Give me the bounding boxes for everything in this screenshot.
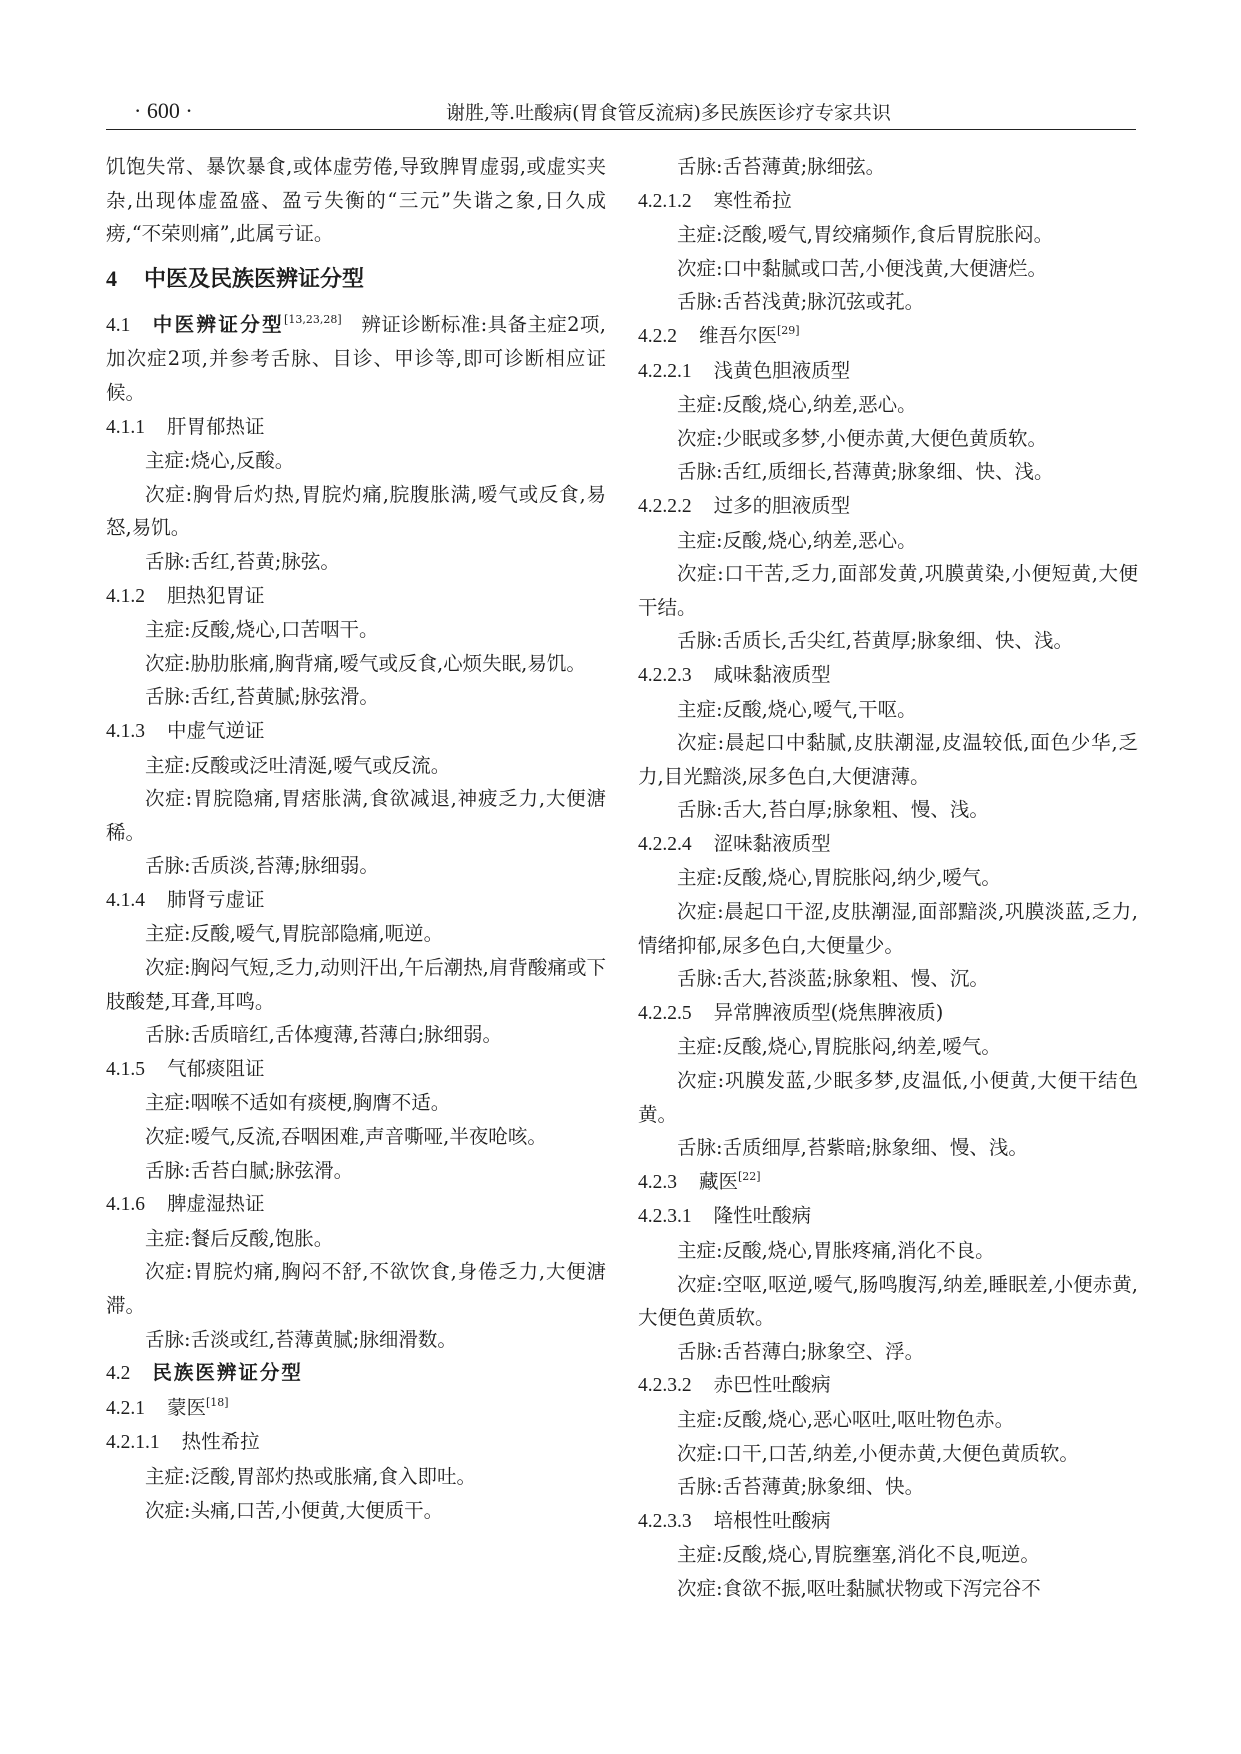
section-title: 咸味黏液质型 — [713, 662, 831, 686]
section-number: 4.2.3.3 — [638, 1510, 692, 1532]
minor-symptom: 次症:胸闷气短,乏力,动则汗出,午后潮热,肩背酸痛或下肢酸楚,耳聋,耳鸣。 — [106, 956, 606, 1013]
subsection-heading-4-1-5 — [106, 1052, 606, 1087]
main-symptom: 主症:反酸,嗳气,胃脘部隐痛,呃逆。 — [145, 922, 444, 946]
main-symptom: 主症:反酸,烧心,恶心呕吐,呕吐物色赤。 — [677, 1407, 1015, 1431]
section-title: 赤巴性吐酸病 — [713, 1373, 831, 1397]
section-number: 4.2 — [106, 1363, 131, 1385]
tongue-pulse: 舌脉:舌苔白腻;脉弦滑。 — [145, 1158, 354, 1182]
minor-symptom: 次症:空呕,呕逆,嗳气,肠鸣腹泻,纳差,睡眠差,小便赤黄,大便色黄质软。 — [638, 1272, 1138, 1330]
intro-paragraph: 饥饱失常、暴饮暴食,或体虚劳倦,导致脾胃虚弱,或虚实夹杂,出现体虚盈盛、盈亏失衡的“三元”失谐之象,日久成痨,“不荣则痛”,此属亏证。 — [106, 155, 606, 246]
main-symptom: 主症:反酸,烧心,胃脘胀闷,纳差,嗳气。 — [677, 1035, 1001, 1059]
section-title: 蒙医 — [167, 1395, 207, 1419]
main-symptom: 主症:反酸,烧心,纳差,恶心。 — [677, 528, 917, 552]
subsection-heading-4-1-4 — [106, 883, 606, 918]
minor-symptom: 次症:晨起口中黏腻,皮肤潮湿,皮温较低,面色少华,乏力,目光黯淡,尿多色白,大便溏薄。 — [638, 731, 1138, 788]
main-symptom: 主症:反酸,烧心,口苦咽干。 — [145, 618, 379, 642]
main-symptom: 主症:反酸或泛吐清涎,嗳气或反流。 — [145, 753, 451, 777]
section-number: 4.2.3.1 — [638, 1206, 692, 1228]
minor-symptom: 次症:口中黏腻或口苦,小便浅黄,大便溏烂。 — [677, 256, 1047, 280]
section-number: 4.1.4 — [106, 889, 145, 911]
section-title: 肝胃郁热证 — [167, 414, 265, 438]
section-number: 4.2.2.4 — [638, 833, 692, 855]
main-symptom: 主症:反酸,烧心,胃脘胀闷,纳少,嗳气。 — [677, 866, 1001, 890]
tongue-pulse: 舌脉:舌质细厚,苔紫暗;脉象细、慢、浅。 — [677, 1136, 1028, 1160]
section-4-1 — [106, 308, 606, 410]
section-4-2-heading — [106, 1356, 606, 1391]
minor-symptom: 次症:胃脘隐痛,胃痞胀满,食欲减退,神疲乏力,大便溏稀。 — [106, 787, 606, 844]
section-title: 肺肾亏虚证 — [167, 887, 265, 911]
minor-symptom: 次症:胃脘灼痛,胸闷不舒,不欲饮食,身倦乏力,大便溏滞。 — [106, 1260, 606, 1317]
section-title: 中医及民族医辨证分型 — [144, 266, 365, 292]
section-title: 维吾尔医 — [699, 323, 778, 347]
section-number: 4.1.1 — [106, 416, 145, 438]
citation: [29] — [777, 323, 800, 337]
subsection-heading-4-2-1-1 — [106, 1425, 606, 1460]
subsection-heading-4-2-2-2 — [638, 489, 1138, 524]
section-title: 气郁痰阻证 — [167, 1056, 265, 1080]
section-number: 4.2.2 — [638, 325, 677, 347]
section-title: 脾虚湿热证 — [167, 1192, 265, 1216]
section-number: 4.2.3 — [638, 1171, 677, 1193]
citation: [13,23,28] — [284, 312, 342, 326]
section-number: 4.2.1 — [106, 1397, 145, 1419]
section-title: 寒性希拉 — [713, 188, 792, 212]
section-number: 4.2.3.2 — [638, 1375, 692, 1397]
tongue-pulse: 舌脉:舌淡或红,苔薄黄腻;脉细滑数。 — [145, 1327, 457, 1351]
tongue-pulse: 舌脉:舌质淡,苔薄;脉细弱。 — [145, 854, 379, 878]
main-symptom: 主症:反酸,烧心,胃脘壅塞,消化不良,呃逆。 — [677, 1543, 1040, 1567]
tongue-pulse: 舌脉:舌苔薄白;脉象空、浮。 — [677, 1339, 925, 1363]
section-number: 4.2.2.5 — [638, 1002, 692, 1024]
main-symptom: 主症:泛酸,嗳气,胃绞痛频作,食后胃脘胀闷。 — [677, 223, 1054, 247]
section-title: 浅黄色胆液质型 — [713, 358, 851, 382]
tongue-pulse: 舌脉:舌红,苔黄腻;脉弦滑。 — [145, 685, 379, 709]
subsection-heading-4-2-2-5 — [638, 996, 1138, 1031]
section-number: 4.2.2.1 — [638, 360, 692, 382]
subsection-heading-4-1-6 — [106, 1187, 606, 1222]
subsection-heading-4-2-1 — [106, 1391, 606, 1426]
section-title: 中医辨证分型 — [152, 314, 285, 336]
subsection-heading-4-1-3 — [106, 714, 606, 749]
page-header — [106, 86, 1136, 126]
left-column — [106, 150, 606, 1527]
section-number: 4.1 — [106, 314, 131, 336]
section-number: 4.1.5 — [106, 1058, 145, 1080]
subsection-heading-4-2-3-3 — [638, 1504, 1138, 1539]
tongue-pulse: 舌脉:舌苔浅黄;脉沉弦或芤。 — [677, 290, 925, 314]
tongue-pulse: 舌脉:舌大,苔淡蓝;脉象粗、慢、沉。 — [677, 967, 989, 991]
main-symptom: 主症:反酸,烧心,胃胀疼痛,消化不良。 — [677, 1239, 995, 1262]
minor-symptom: 次症:胸骨后灼热,胃脘灼痛,脘腹胀满,嗳气或反食,易怒,易饥。 — [106, 482, 606, 540]
subsection-heading-4-2-2-4 — [638, 827, 1138, 862]
running-title: 谢胜,等.吐酸病(胃食管反流病)多民族医诊疗专家共识 — [446, 102, 891, 124]
main-symptom: 主症:泛酸,胃部灼热或胀痛,食入即吐。 — [145, 1464, 476, 1488]
minor-symptom: 次症:口干苦,乏力,面部发黄,巩膜黄染,小便短黄,大便干结。 — [638, 562, 1138, 619]
minor-symptom: 次症:头痛,口苦,小便黄,大便质干。 — [145, 1498, 444, 1522]
main-symptom: 主症:餐后反酸,饱胀。 — [145, 1226, 334, 1250]
tongue-pulse: 舌脉:舌苔薄黄;脉细弦。 — [677, 155, 886, 178]
section-title: 异常脾液质型(烧焦脾液质) — [713, 1000, 944, 1024]
tongue-pulse: 舌脉:舌苔薄黄;脉象细、快。 — [677, 1475, 925, 1499]
tongue-pulse: 舌脉:舌红,苔黄;脉弦。 — [145, 549, 340, 573]
subsection-heading-4-2-3-1 — [638, 1199, 1138, 1234]
section-title: 过多的胆液质型 — [713, 493, 851, 517]
minor-symptom: 次症:口干,口苦,纳差,小便赤黄,大便色黄质软。 — [677, 1441, 1079, 1465]
minor-symptom: 次症:巩膜发蓝,少眠多梦,皮温低,小便黄,大便干结色黄。 — [638, 1069, 1138, 1126]
section-number: 4 — [106, 265, 117, 291]
header-rule — [106, 129, 1136, 130]
subsection-heading-4-2-2-1 — [638, 354, 1138, 389]
section-title: 藏医 — [699, 1169, 739, 1193]
tongue-pulse: 舌脉:舌质暗红,舌体瘦薄,苔薄白;脉细弱。 — [145, 1023, 503, 1047]
section-title: 民族医辨证分型 — [152, 1363, 303, 1385]
right-column — [638, 150, 1138, 1606]
section-number: 4.2.1.2 — [638, 190, 692, 212]
section-number: 4.1.6 — [106, 1194, 145, 1216]
minor-symptom: 次症:晨起口干涩,皮肤潮湿,面部黯淡,巩膜淡蓝,乏力,情绪抑郁,尿多色白,大便量少。 — [638, 900, 1138, 957]
tongue-pulse: 舌脉:舌红,质细长,苔薄黄;脉象细、快、浅。 — [677, 460, 1054, 484]
subsection-heading-4-2-1-2 — [638, 184, 1138, 219]
tongue-pulse: 舌脉:舌大,苔白厚;脉象粗、慢、浅。 — [677, 798, 989, 822]
main-symptom: 主症:咽喉不适如有痰梗,胸膺不适。 — [145, 1091, 451, 1115]
subsection-heading-4-1-2 — [106, 579, 606, 614]
section-title: 中虚气逆证 — [167, 718, 265, 742]
section-title: 隆性吐酸病 — [713, 1204, 812, 1228]
section-title: 培根性吐酸病 — [713, 1508, 831, 1532]
main-symptom: 主症:反酸,烧心,嗳气,干呕。 — [677, 697, 917, 721]
subsection-heading-4-2-2 — [638, 319, 1138, 354]
minor-symptom: 次症:食欲不振,呕吐黏腻状物或下泻完谷不 — [677, 1576, 1041, 1600]
subsection-heading-4-1-1 — [106, 410, 606, 445]
minor-symptom: 次症:少眠或多梦,小便赤黄,大便色黄质软。 — [677, 426, 1047, 450]
section-text: 辨证诊断标准:具备主症2项,加次症2项,并参考舌脉、目诊、甲诊等,即可诊断相应证候。 — [106, 312, 606, 404]
main-symptom: 主症:反酸,烧心,纳差,恶心。 — [677, 393, 917, 417]
tongue-pulse: 舌脉:舌质长,舌尖红,苔黄厚;脉象细、快、浅。 — [677, 629, 1074, 653]
minor-symptom: 次症:嗳气,反流,吞咽困难,声音嘶哑,半夜呛咳。 — [145, 1125, 547, 1149]
section-4-heading — [106, 261, 606, 298]
section-title: 热性希拉 — [181, 1430, 260, 1454]
citation: [18] — [206, 1395, 229, 1409]
page-number: · 600 · — [134, 98, 193, 123]
minor-symptom: 次症:胁肋胀痛,胸背痛,嗳气或反食,心烦失眠,易饥。 — [145, 651, 586, 675]
section-title: 胆热犯胃证 — [167, 583, 265, 607]
subsection-heading-4-2-2-3 — [638, 658, 1138, 693]
main-symptom: 主症:烧心,反酸。 — [145, 449, 295, 473]
subsection-heading-4-2-3 — [638, 1165, 1138, 1200]
section-number: 4.1.2 — [106, 585, 145, 607]
section-title: 涩味黏液质型 — [713, 831, 831, 855]
section-number: 4.2.1.1 — [106, 1432, 160, 1454]
citation: [22] — [738, 1169, 761, 1183]
section-number: 4.2.2.2 — [638, 495, 692, 517]
subsection-heading-4-2-3-2 — [638, 1368, 1138, 1403]
section-number: 4.1.3 — [106, 720, 145, 742]
section-number: 4.2.2.3 — [638, 664, 692, 686]
